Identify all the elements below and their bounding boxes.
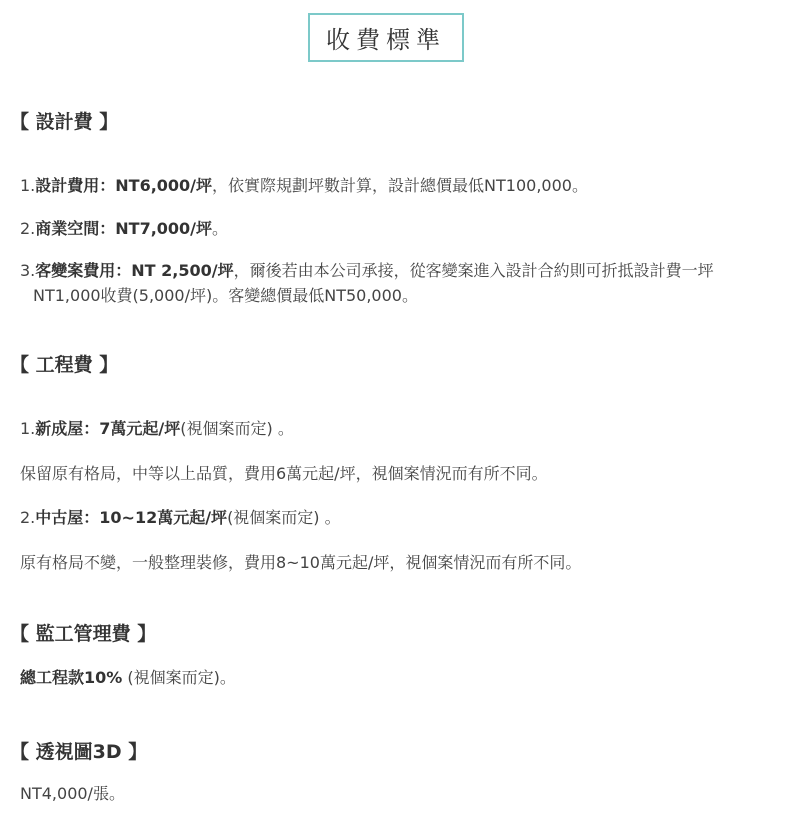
construction-item-1-text: (視個案而定) 。 <box>180 419 294 438</box>
render-3d-price: NT4,000/張。 <box>20 784 125 803</box>
design-item-2-label: 商業空間：NT7,000/坪 <box>35 219 213 238</box>
design-item-1-number: 1. <box>20 176 36 195</box>
design-item-2-text: 。 <box>212 219 229 238</box>
design-item-1-text: ，依實際規劃坪數計算，設計總價最低NT100,000。 <box>212 176 588 195</box>
construction-note-2: 原有格局不變，一般整理裝修，費用8~10萬元起/坪，視個案情況而有所不同。 <box>20 553 582 572</box>
construction-item-1-label: 新成屋：7萬元起/坪 <box>35 419 181 438</box>
construction-item-1-number: 1. <box>20 419 36 438</box>
supervision-fee-heading: 【 監工管理費 】 <box>10 623 157 645</box>
construction-item-2-text: (視個案而定) 。 <box>227 508 341 527</box>
design-item-1-label: 設計費用：NT6,000/坪 <box>35 176 213 195</box>
supervision-text <box>20 668 236 688</box>
design-item-3-text: ，爾後若由本公司承接，從客變案進入設計合約則可折抵設計費一坪 <box>233 261 714 280</box>
construction-item-1 <box>20 419 294 439</box>
design-item-3-number: 3. <box>20 261 36 280</box>
page-title: 收費標準 <box>308 13 464 62</box>
design-item-1 <box>20 176 588 196</box>
construction-note-1: 保留原有格局，中等以上品質，費用6萬元起/坪，視個案情況而有所不同。 <box>20 464 548 483</box>
design-item-3-label: 客變案費用：NT 2,500/坪 <box>35 261 234 280</box>
design-item-3 <box>20 261 714 281</box>
construction-item-2-number: 2. <box>20 508 36 527</box>
construction-fee-heading: 【 工程費 】 <box>10 354 119 376</box>
construction-item-2 <box>20 508 341 528</box>
design-fee-heading: 【 設計費 】 <box>10 111 119 133</box>
design-item-2-number: 2. <box>20 219 36 238</box>
design-item-2 <box>20 219 228 239</box>
supervision-label: 總工程款10% <box>20 668 123 687</box>
supervision-note: (視個案而定)。 <box>122 668 236 687</box>
construction-item-2-label: 中古屋：10~12萬元起/坪 <box>35 508 228 527</box>
render-3d-heading: 【 透視圖3D 】 <box>10 741 148 763</box>
design-item-3-continuation: NT1,000收費(5,000/坪)。客變總價最低NT50,000。 <box>33 286 418 305</box>
